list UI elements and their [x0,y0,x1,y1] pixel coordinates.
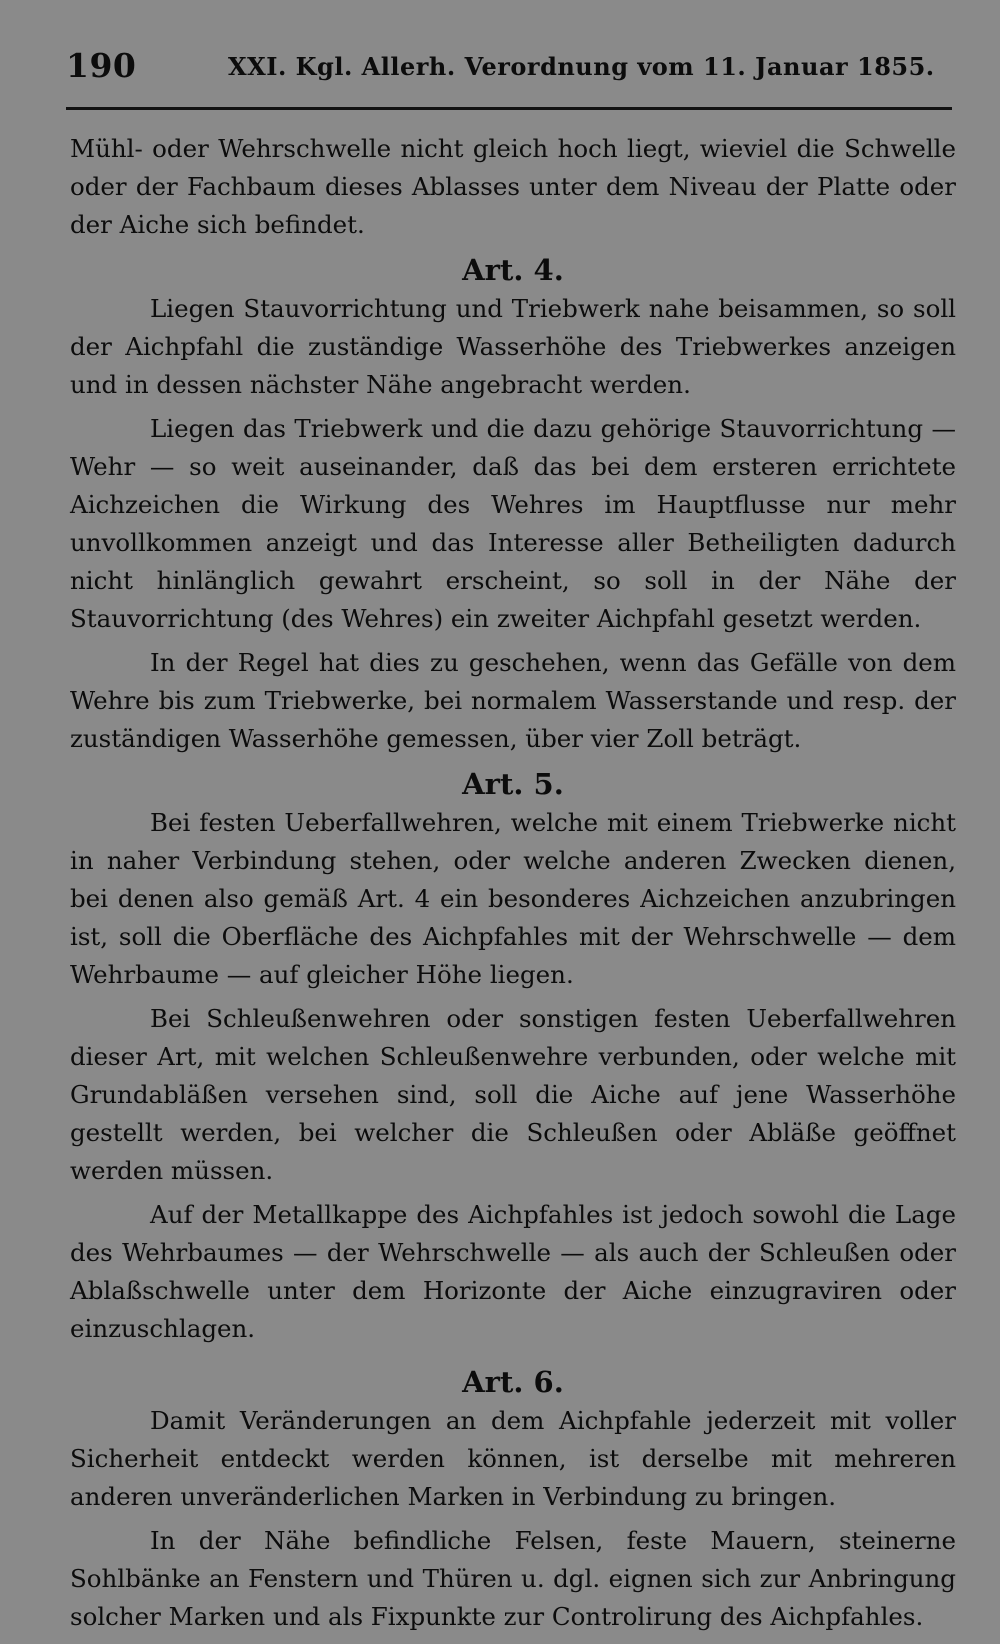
article-heading-6: Art. 6. [462,1365,564,1399]
paragraph: Liegen das Triebwerk und die dazu gehörige Stauvorrichtung — Wehr — so weit auseinander, daß das bei dem ersteren errichtete Aichzeichen die Wirkung des Wehres im Hauptflusse nur mehr unvollkommen anzeigt und das Interesse aller Betheiligten dadurch nicht hinlänglich gewahrt erscheint, so soll in der Nähe der Stauvorrichtung (des Wehres) ein zweiter Aichpfahl gesetzt werden. [70,414,956,633]
paragraph: In der Regel hat dies zu geschehen, wenn das Gefälle von dem Wehre bis zum Triebwerke, bei normalem Wasserstande und resp. der zuständigen Wasserhöhe gemessen, über vier Zoll beträgt. [70,648,956,753]
paragraph: Bei festen Ueberfallwehren, welche mit einem Triebwerke nicht in naher Verbindung stehen, oder welche anderen Zwecken dienen, bei denen also gemäß Art. 4 ein besonderes Aichzeichen anzubringen ist, soll die Oberfläche des Aichpfahles mit der Wehrschwelle — dem Wehrbaume — auf gleicher Höhe liegen. [70,808,956,989]
paragraph: In der Nähe befindliche Felsen, feste Mauern, steinerne Sohlbänke an Fenstern und Thüren u. dgl. eignen sich zur Anbringung solcher Marken und als Fixpunkte zur Controlirung des Aichpfahles. [70,1526,956,1631]
page-number: 190 [66,46,137,85]
paragraph: Bei Schleußenwehren oder sonstigen festen Ueberfallwehren dieser Art, mit welchen Schleußenwehre verbunden, oder welche mit Grundabläßen versehen sind, soll die Aiche auf jene Wasserhöhe gestellt werden, bei welcher die Schleußen oder Abläße geöffnet werden müssen. [70,1004,956,1185]
paragraph: Auf der Metallkappe des Aichpfahles ist jedoch sowohl die Lage des Wehrbaumes — der Wehrschwelle — als auch der Schleußen oder Ablaßschwelle unter dem Horizonte der Aiche einzugraviren oder einzuschlagen. [70,1200,956,1343]
page-header [66,46,946,96]
body-text [70,130,956,1636]
intro-paragraph: Mühl- oder Wehrschwelle nicht gleich hoch liegt, wieviel die Schwelle oder der Fachbaum dieses Ablasses unter dem Niveau der Platte oder der Aiche sich befindet. [70,134,956,239]
paragraph: Damit Veränderungen an dem Aichpfahle jederzeit mit voller Sicherheit entdeckt werden können, ist derselbe mit mehreren anderen unveränderlichen Marken in Verbindung zu bringen. [70,1406,956,1511]
paragraph: Liegen Stauvorrichtung und Triebwerk nahe beisammen, so soll der Aichpfahl die zuständige Wasserhöhe des Triebwerkes anzeigen und in dessen nächster Nähe angebracht werden. [70,294,956,399]
header-rule [66,107,952,110]
running-head: XXI. Kgl. Allerh. Verordnung vom 11. Januar 1855. [228,52,935,81]
article-heading-4: Art. 4. [462,253,564,287]
article-heading-5: Art. 5. [462,767,564,801]
